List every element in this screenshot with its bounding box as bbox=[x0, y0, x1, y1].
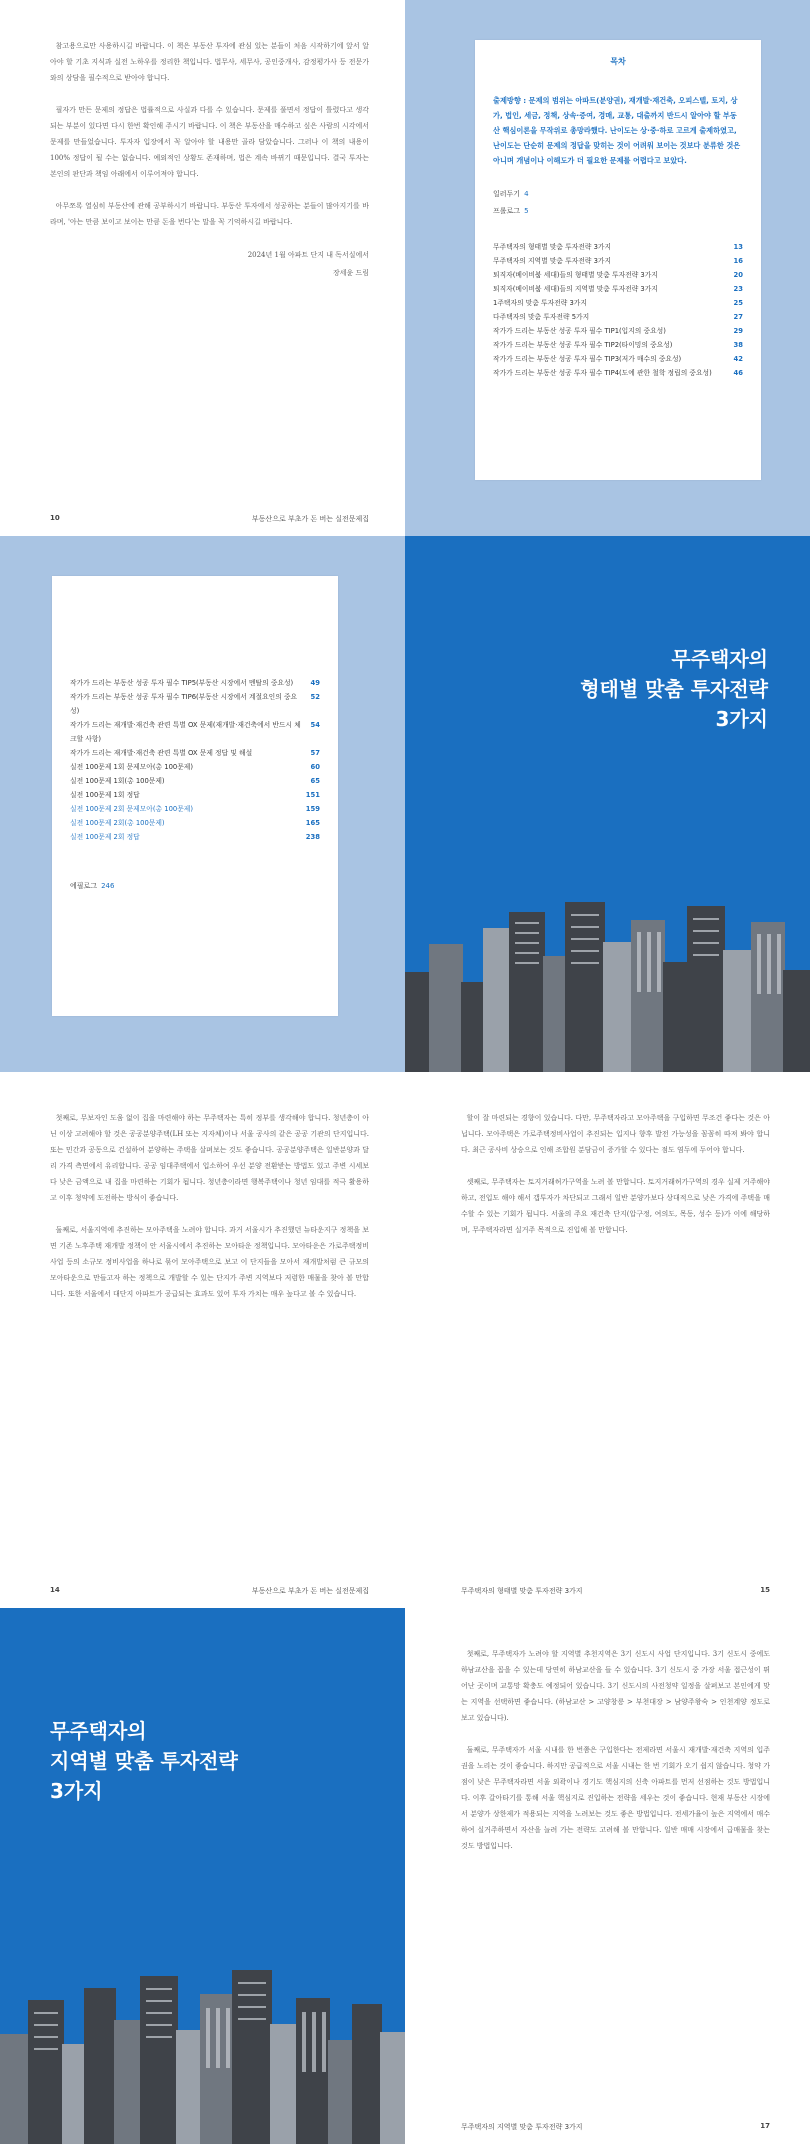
toc-item[interactable]: 실전 100문제 2회 정답 238 bbox=[70, 833, 320, 841]
city-skyline-illustration bbox=[0, 1904, 405, 2144]
toc-item[interactable]: 무주택자의 형태별 맞춤 투자전략 3가지 13 bbox=[493, 243, 743, 251]
chapter-title: 무주택자의 형태별 맞춤 투자전략 3가지 bbox=[580, 647, 768, 731]
toc-item[interactable]: 작가가 드리는 재개발·재건축 관련 특별 OX 문제 정답 및 해설 57 bbox=[70, 749, 320, 757]
body-paragraph: 할이 잘 마련되는 경향이 있습니다. 다만, 무주택자라고 모아주택을 구입하면 무조건 좋다는 것은 아닙니다. 모아주택은 가로주택정비사업이 추진되는 입지나 향후 발전 가능성을 꼼꼼히 따져 봐야 합니다. 최근 공사비 상승으로 인해 조합원 분담금이 증가할 수 있다는 점도 염두에 두어야 합니다. bbox=[461, 1114, 770, 1154]
body-paragraph: 둘째로, 서울지역에 추진하는 모아주택을 노려야 합니다. 과거 서울시가 추진했던 뉴타운지구 정책을 보면 기존 노후주택 재개발 정책이 안 서울시에서 추진하는 모아타운 정책입니다. 모아타운은 가로주택정비사업 등의 소규모 정비사업을 하나로 묶어 모아주택으로 보고 이 단지들을 모아서 재개발처럼 큰 규모의 모아타운으로 만들고자 하는 정책으로 개발할 수 있는 단지가 주변 지역보다 저렴한 매물을 찾아 볼 만합니다. 또한 서울에서 대단지 아파트가 공급되는 효과도 있어 투자 가치는 매우 높다고 볼 수 있습니다. bbox=[50, 1226, 369, 1298]
preface-paragraph: 필자가 만든 문제의 정답은 법률적으로 사실과 다를 수 있습니다. 문제를 풀면서 정답이 틀렸다고 생각되는 부분이 있다면 다시 한번 확인해 주시기 바랍니다. 이 책은 부동산을 매수하고 싶은 사람의 시각에서 문제를 만들었습니다. 투자자 입장에서 꼭 알아야 할 내용만 골라 담았습니다. 그러나 이 책의 내용이 100% 정답이 될 수는 없습니다. 예외적인 상황도 존재하며, 법은 계속 바뀌기 때문입니다. 결국 투자는 본인의 판단과 책임 아래에서 이루어져야 합니다. bbox=[50, 106, 369, 178]
chapter-title: 무주택자의 지역별 맞춤 투자전략 3가지 bbox=[50, 1719, 238, 1803]
toc-card bbox=[52, 576, 338, 1016]
toc-item[interactable]: 작가가 드리는 부동산 성공 투자 필수 TIP1(입지의 중요성) 29 bbox=[493, 327, 743, 335]
spread-4 bbox=[0, 1608, 810, 2144]
toc-item[interactable]: 다주택자의 맞춤 투자전략 5가지 27 bbox=[493, 313, 743, 321]
toc-list bbox=[70, 676, 320, 844]
body-paragraph: 셋째로, 무주택자는 토지거래허가구역을 노려 볼 만합니다. 토지거래허가구역의 경우 실제 거주해야 하고, 전입도 해야 해서 갭투자가 차단되고 그래서 일반 분양가보다 상대적으로 낮은 가격에 주택을 매수할 수 있는 기회가 됩니다. 서울의 주요 재건축 단지(압구정, 여의도, 목동, 성수 등)가 이에 해당하며, 무주택자라면 실거주 목적으로 진입해 볼 만합니다. bbox=[461, 1178, 770, 1234]
preface-paragraph: 아무쪼록 열심히 부동산에 관해 공부하시기 바랍니다. 부동산 투자에서 성공하는 분들이 많아지기를 바라며, '아는 만큼 보이고 보이는 만큼 돈을 번다'는 말을 꼭 기억하시길 바랍니다. bbox=[50, 202, 369, 226]
page-toc-1 bbox=[405, 0, 810, 536]
chapter-opener-2 bbox=[0, 1608, 405, 2144]
page-footer bbox=[50, 514, 369, 524]
toc-epilogue[interactable]: 에필로그 246 bbox=[70, 882, 115, 890]
page-15 bbox=[405, 1072, 810, 1608]
toc-meta-item[interactable]: 프롤로그 5 bbox=[493, 207, 529, 215]
toc-item[interactable]: 작가가 드리는 재개발·재건축 관련 특별 OX 문제(재개발·재건축에서 반드시 체크할 사항) 54 bbox=[70, 721, 320, 743]
toc-intro: 출제방향 : 문제의 범위는 아파트(분양권), 재개발·재건축, 오피스텔, 토지, 상가, 법인, 세금, 정책, 상속·증여, 경매, 교통, 대출까지 반드시 알아야 할 부동산 핵심이론을 무작위로 총망라했다. 난이도는 상·중·하로 고르게 출제하였고, 난이도는 단순히 문제의 정답을 맞히는 것이 어려워 보이는 것보다 분류한 것은 아니며 개념이나 이해도가 더 필요한 문제를 어렵다고 보았다. bbox=[493, 96, 741, 165]
page-number: 10 bbox=[50, 514, 60, 522]
body-paragraph: 첫째로, 무주택자가 노려야 할 지역별 추천지역은 3기 신도시 사업 단지입니다. 3기 신도시 중에도 하남교산을 꼽을 수 있는데 당연히 하남교산을 들 수 있습니다. 3기 신도시 중 가장 서울 접근성이 뛰어난 곳이며 교통망 확충도 예정되어 있습니다. 3기 신도시의 사전청약 일정을 살펴보고 본인에게 맞는 지역을 선택하면 좋습니다. (하남교산 > 고양창릉 > 부천대장 > 남양주왕숙 > 인천계양 정도로 보고 있습니다). bbox=[461, 1650, 770, 1722]
toc-card bbox=[475, 40, 761, 480]
toc-header: 목차 bbox=[610, 57, 626, 66]
signature bbox=[50, 246, 369, 282]
toc-item[interactable]: 퇴직자(베이비붐 세대)들의 지역별 맞춤 투자전략 3가지 23 bbox=[493, 285, 743, 293]
page-14 bbox=[0, 1072, 405, 1608]
toc-item[interactable]: 작가가 드리는 부동산 성공 투자 필수 TIP5(부동산 시장에서 멘탈의 중요성) 49 bbox=[70, 679, 320, 687]
page-10 bbox=[0, 0, 405, 536]
preface-paragraph: 참고용으로만 사용하시길 바랍니다. 이 책은 부동산 투자에 관심 있는 분들이 처음 시작하기에 앞서 알아야 할 기초 지식과 실전 노하우를 정리한 책입니다. 법무사, 세무사, 공인중개사, 감정평가사 등 전문가와의 상담을 필수적으로 받아야 합니다. bbox=[50, 42, 369, 82]
body-paragraph: 첫째로, 무보자인 도움 없이 집을 마련해야 하는 무주택자는 특히 정부를 생각해야 합니다. 청년층이 아닌 이상 고려해야 할 것은 공공분양주택(LH 또는 지자체)이나 서울 공사의 같은 공공 기관의 단지입니다. 또는 민간과 공동으로 건설하여 분양하는 주택을 살펴보는 것도 좋습니다. 공공분양주택은 일반분양과 달리 가격 측면에서 유리합니다. 공공 임대주택에서 입소하여 우선 분양 전환받는 방법도 있고 주변 시세보다 낮은 금액으로 내 집을 마련하는 기회가 됩니다. 청년층이라면 행복주택이나 청년 임대를 적극 활용하고 이후 청약에 도전하는 방식이 좋습니다. bbox=[50, 1114, 369, 1202]
toc-item[interactable]: 실전 100문제 1회 문제모아(총 100문제) 60 bbox=[70, 763, 320, 771]
running-title: 부동산으로 부초가 돈 버는 실전문제집 bbox=[251, 515, 369, 523]
signature-author: 장세윤 드림 bbox=[332, 269, 369, 277]
running-title: 무주택자의 지역별 맞춤 투자전략 3가지 bbox=[461, 2123, 583, 2131]
toc-item[interactable]: 작가가 드리는 부동산 성공 투자 필수 TIP6(부동산 시장에서 계절요인의 중요성) 52 bbox=[70, 693, 320, 715]
spread-2 bbox=[0, 536, 810, 1072]
page-footer bbox=[461, 2122, 770, 2132]
running-title: 부동산으로 부초가 돈 버는 실전문제집 bbox=[251, 1587, 369, 1595]
spread-1 bbox=[0, 0, 810, 536]
signature-date: 2024년 1월 아파트 단지 내 독서실에서 bbox=[247, 251, 369, 259]
page-number: 17 bbox=[760, 2122, 770, 2130]
spread-3 bbox=[0, 1072, 810, 1608]
toc-meta-item[interactable]: 일러두기 4 bbox=[493, 190, 529, 198]
page-footer bbox=[50, 1586, 369, 1596]
page-number: 14 bbox=[50, 1586, 60, 1594]
page-number: 15 bbox=[760, 1586, 770, 1594]
toc-item[interactable]: 실전 100문제 1회 정답 151 bbox=[70, 791, 320, 799]
page-17 bbox=[405, 1608, 810, 2144]
toc-item[interactable]: 작가가 드리는 부동산 성공 투자 필수 TIP2(타이밍의 중요성) 38 bbox=[493, 341, 743, 349]
body-paragraph: 둘째로, 무주택자가 서울 시내를 한 번쯤은 구입한다는 전제라면 서울시 재개발·재건축 지역의 입주권을 노리는 것이 좋습니다. 하지만 공급적으로 서울 시내는 한 번 기회가 오기 쉽지 않습니다. 청약 가점이 낮은 무주택자라면 서울 외곽이나 경기도 핵심지의 신축 아파트를 먼저 선점하는 것도 방법입니다. 이후 갈아타기를 통해 서울 핵심지로 진입하는 전략을 세우는 것이 좋습니다. 현재 부동산 시장에서 분양가 상한제가 적용되는 지역을 노려보는 것도 좋은 방법입니다. 전세가율이 높은 지역에서 매수하여 실거주하면서 자산을 늘려 가는 전략도 고려해 볼 만합니다. 일반 매매 시장에서 급매물을 찾는 것도 방법입니다. bbox=[461, 1746, 770, 1850]
toc-list bbox=[493, 240, 743, 380]
toc-item[interactable]: 실전 100문제 1회(총 100문제) 65 bbox=[70, 777, 320, 785]
chapter-body-text bbox=[461, 1110, 770, 1254]
page-toc-2 bbox=[0, 536, 405, 1072]
city-skyline-illustration bbox=[405, 832, 810, 1072]
toc-item[interactable]: 작가가 드리는 부동산 성공 투자 필수 TIP3(저가 매수의 중요성) 42 bbox=[493, 355, 743, 363]
toc-item[interactable]: 실전 100문제 2회 문제모아(총 100문제) 159 bbox=[70, 805, 320, 813]
preface-text bbox=[50, 38, 369, 282]
toc-item[interactable]: 작가가 드리는 부동산 성공 투자 필수 TIP4(도에 관한 철학 정립의 중요성) 46 bbox=[493, 369, 743, 377]
toc-item[interactable]: 1주택자의 맞춤 투자전략 3가지 25 bbox=[493, 299, 743, 307]
chapter-body-text bbox=[461, 1646, 770, 1870]
toc-item[interactable]: 무주택자의 지역별 맞춤 투자전략 3가지 16 bbox=[493, 257, 743, 265]
toc-item[interactable]: 실전 100문제 2회(총 100문제) 165 bbox=[70, 819, 320, 827]
page-footer bbox=[461, 1586, 770, 1596]
chapter-body-text bbox=[50, 1110, 369, 1318]
toc-item[interactable]: 퇴직자(베이비붐 세대)들의 형태별 맞춤 투자전략 3가지 20 bbox=[493, 271, 743, 279]
chapter-opener-1 bbox=[405, 536, 810, 1072]
running-title: 무주택자의 형태별 맞춤 투자전략 3가지 bbox=[461, 1587, 583, 1595]
